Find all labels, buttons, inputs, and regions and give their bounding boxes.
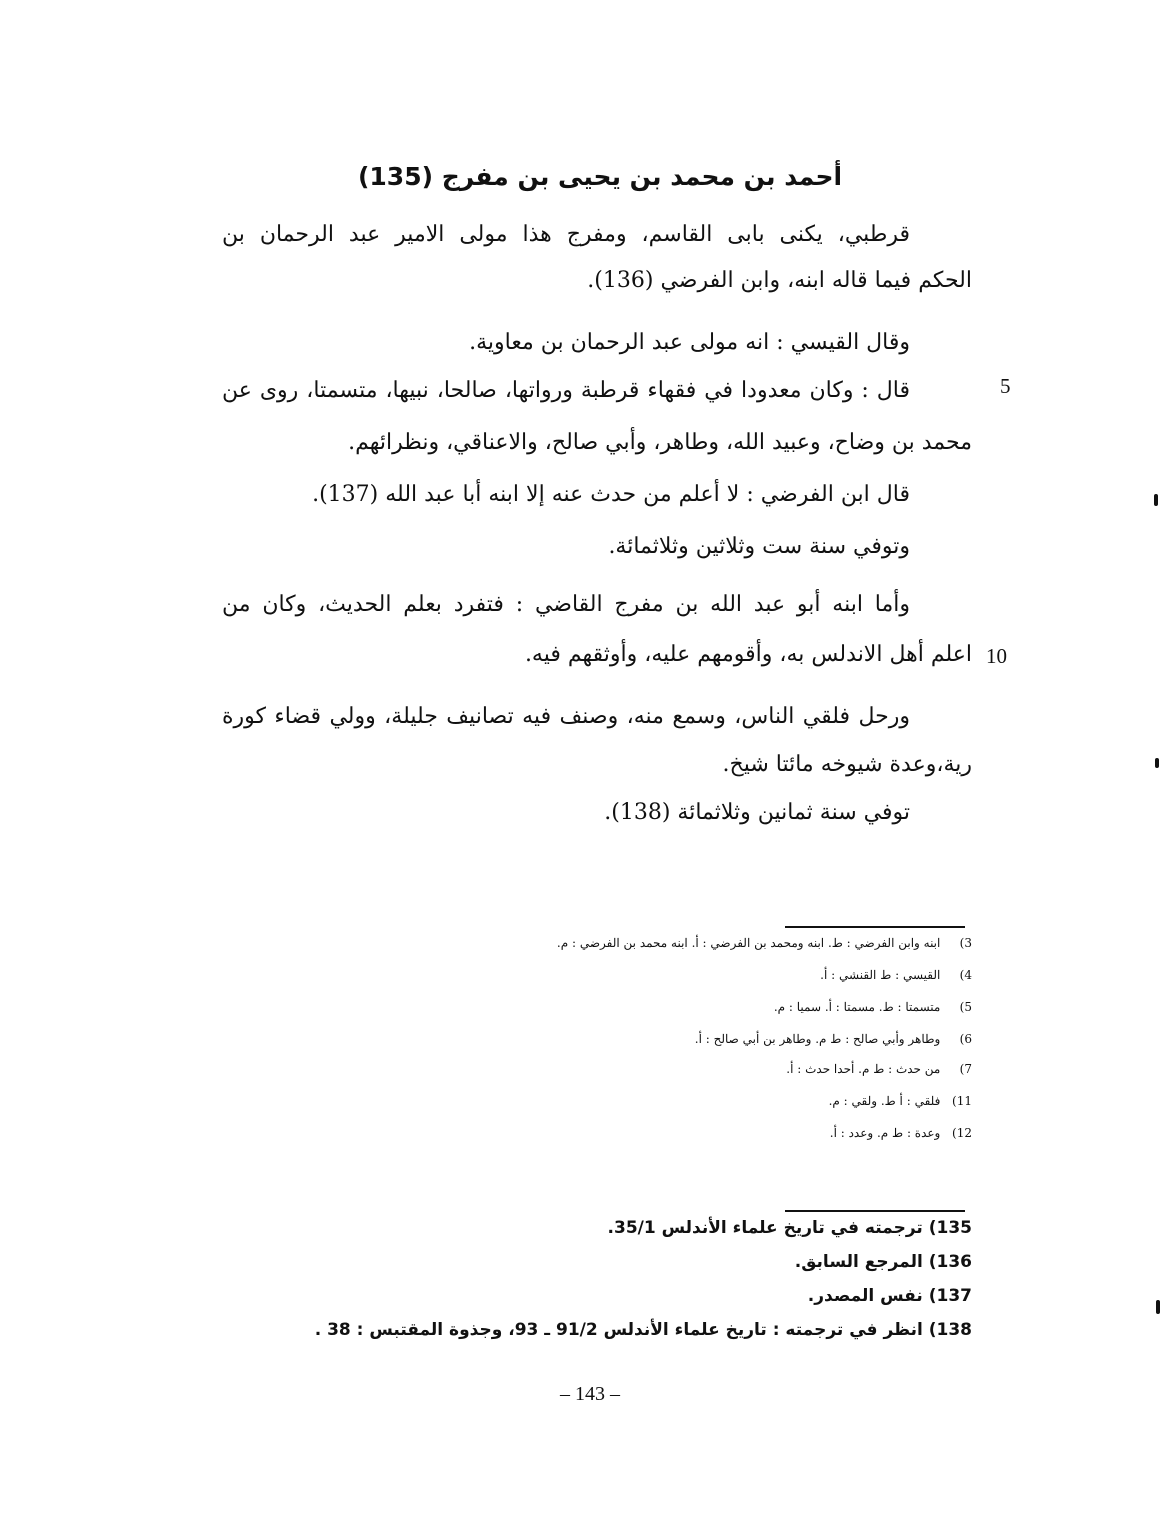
- footnote-number: 138): [928, 1320, 972, 1340]
- text-line-2: الحكم فيما قاله ابنه، وابن الفرضي (136).: [587, 268, 972, 293]
- page-number: – 143 –: [560, 1383, 620, 1405]
- footnote-row: [808, 1286, 972, 1306]
- footnote-text: ترجمته في تاريخ علماء الأندلس 35/1.: [607, 1218, 923, 1238]
- text-line-8: وأما ابنه أبو عبد الله بن مفرج القاضي : فتفرد بعلم الحديث، وكان من: [222, 592, 910, 617]
- variant-text: وطاهر وأبي صالح : ط م. وطاهر بن أبي صالح : أ.: [694, 1032, 941, 1046]
- variant-number: 11): [952, 1094, 972, 1108]
- variant-text: ابنه وابن الفرضي : ط. ابنه ومحمد بن الفرضي : أ. ابنه محمد بن الفرضي : م.: [556, 936, 941, 950]
- variant-row: [786, 1062, 972, 1076]
- footnote-number: 136): [928, 1252, 972, 1272]
- scan-margin-mark: [1156, 1300, 1160, 1314]
- text-line-9: اعلم أهل الاندلس به، وأقومهم عليه، وأوثقهم فيه.: [524, 642, 972, 667]
- text-line-3: وقال القيسي : انه مولى عبد الرحمان بن معاوية.: [469, 330, 910, 355]
- text-line-7: وتوفي سنة ست وثلاثين وثلاثمائة.: [608, 534, 910, 559]
- variant-number: 6): [959, 1032, 972, 1046]
- variant-number: 4): [959, 968, 972, 982]
- footnote-row: [315, 1320, 972, 1340]
- variant-row: [557, 936, 972, 950]
- footnote-number: 135): [928, 1218, 972, 1238]
- text-line-12: توفي سنة ثمانين وثلاثمائة (138).: [604, 800, 910, 825]
- footnote-text: نفس المصدر.: [807, 1286, 923, 1306]
- variant-number: 7): [959, 1062, 972, 1076]
- scan-margin-mark: [1155, 758, 1159, 768]
- line-number-10: 10: [986, 644, 1007, 668]
- variant-row: [774, 1000, 972, 1014]
- scan-margin-mark: [1154, 494, 1158, 506]
- variant-row: [829, 1094, 972, 1108]
- variant-text: وعدة : ط م. وعدد : أ.: [829, 1126, 941, 1140]
- footnote-number: 137): [928, 1286, 972, 1306]
- text-line-10: ورحل فلقي الناس، وسمع منه، وصنف فيه تصانيف جليلة، وولي قضاء كورة: [222, 704, 910, 729]
- text-line-6: قال ابن الفرضي : لا أعلم من حدث عنه إلا ابنه أبا عبد الله (137).: [312, 482, 910, 507]
- variant-number: 3): [959, 936, 972, 950]
- entry-heading: أحمد بن محمد بن يحيى بن مفرج (135): [357, 162, 843, 191]
- text-line-1: قرطبي، يكنى بابى القاسم، ومفرج هذا مولى الامير عبد الرحمان بن: [222, 222, 910, 247]
- text-line-5: محمد بن وضاح، وعبيد الله، وطاهر، وأبي صالح، والاعناقي، ونظرائهم.: [348, 430, 972, 455]
- variant-row: [695, 1032, 972, 1046]
- variant-text: القيسي : ط القنشي : أ.: [820, 968, 941, 982]
- footnote-row: [795, 1252, 972, 1272]
- footnote-text: المرجع السابق.: [794, 1252, 923, 1272]
- variants-separator: [785, 926, 965, 928]
- variant-number: 5): [959, 1000, 972, 1014]
- text-line-4: قال : وكان معدودا في فقهاء قرطبة ورواتها، صالحا، نبيها، متسمتا، روى عن: [222, 378, 910, 403]
- variant-row: [830, 1126, 972, 1140]
- line-number-5: 5: [1000, 374, 1011, 398]
- variant-text: فلقي : أ ط. ولقي : م.: [828, 1094, 941, 1108]
- variant-text: من حدث : ط م. أحدا حدث : أ.: [786, 1062, 941, 1076]
- variant-number: 12): [952, 1126, 972, 1140]
- footnote-row: [608, 1218, 972, 1238]
- text-line-11: رية،وعدة شيوخه مائتا شيخ.: [722, 752, 972, 777]
- notes-separator: [785, 1210, 965, 1212]
- variant-text: متسمتا : ط. مسمتا : أ. سميا : م.: [773, 1000, 941, 1014]
- footnote-text: انظر في ترجمته : تاريخ علماء الأندلس 91/2 ـ 93، وجذوة المقتبس : 38 .: [314, 1320, 923, 1340]
- variant-row: [820, 968, 972, 982]
